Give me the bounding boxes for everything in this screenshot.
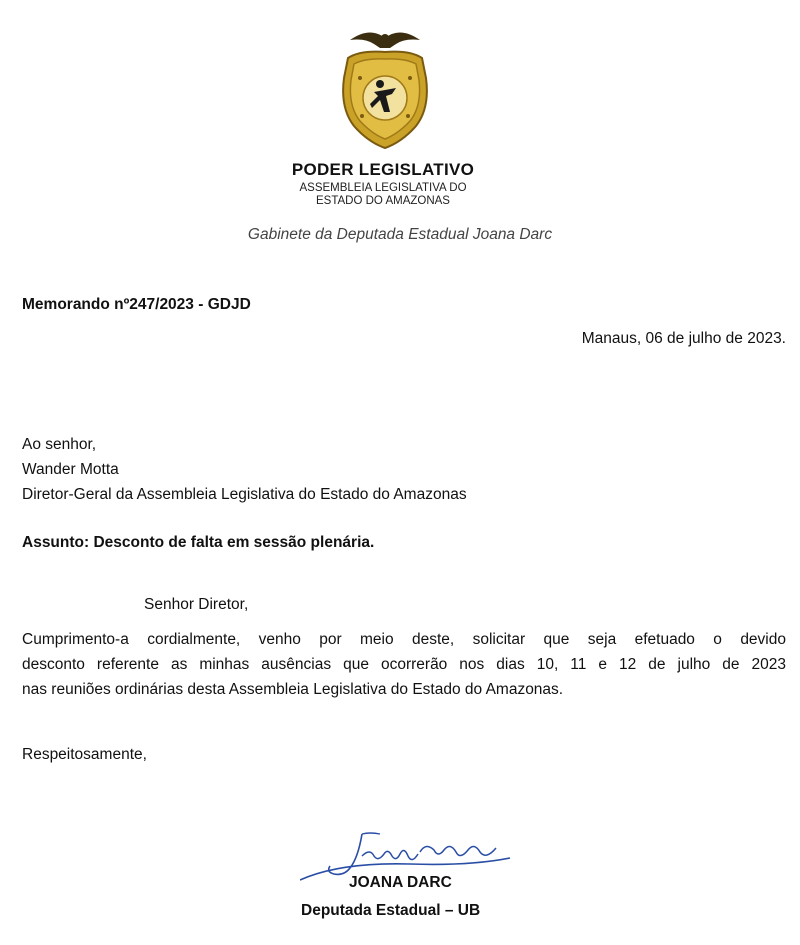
recipient-greeting: Ao senhor, [22,436,97,453]
signer-role: Deputada Estadual – UB [301,902,481,919]
memo-number: Memorando nº247/2023 - GDJD [22,296,251,313]
signer-name: JOANA DARC [349,874,452,891]
body-line: Cumprimento-a cordialmente, venho por meio deste, solicitar que seja efetuado o devido [22,631,786,648]
closing: Respeitosamente, [22,746,147,763]
memo-date: Manaus, 06 de julho de 2023. [581,330,786,347]
body-line: nas reuniões ordinárias desta Assembleia Legislativa do Estado do Amazonas. [22,681,564,698]
header-subtitle-line2: ESTADO DO AMAZONAS [316,195,450,207]
memo-subject: Assunto: Desconto de falta em sessão plenária. [22,534,375,551]
recipient-title: Diretor-Geral da Assembleia Legislativa do Estado do Amazonas [22,486,467,503]
recipient-name: Wander Motta [22,461,119,478]
salutation: Senhor Diretor, [144,596,249,613]
memo-body [22,627,786,702]
header-subtitle-line1: ASSEMBLEIA LEGISLATIVA DO [299,182,467,194]
body-line: desconto referente as minhas ausências que ocorrerão nos dias 10, 11 e 12 de julho de 2023 [22,656,786,673]
coat-of-arms-icon [330,18,440,158]
header-title: PODER LEGISLATIVO [291,160,475,179]
office-name: Gabinete da Deputada Estadual Joana Darc [247,226,553,243]
